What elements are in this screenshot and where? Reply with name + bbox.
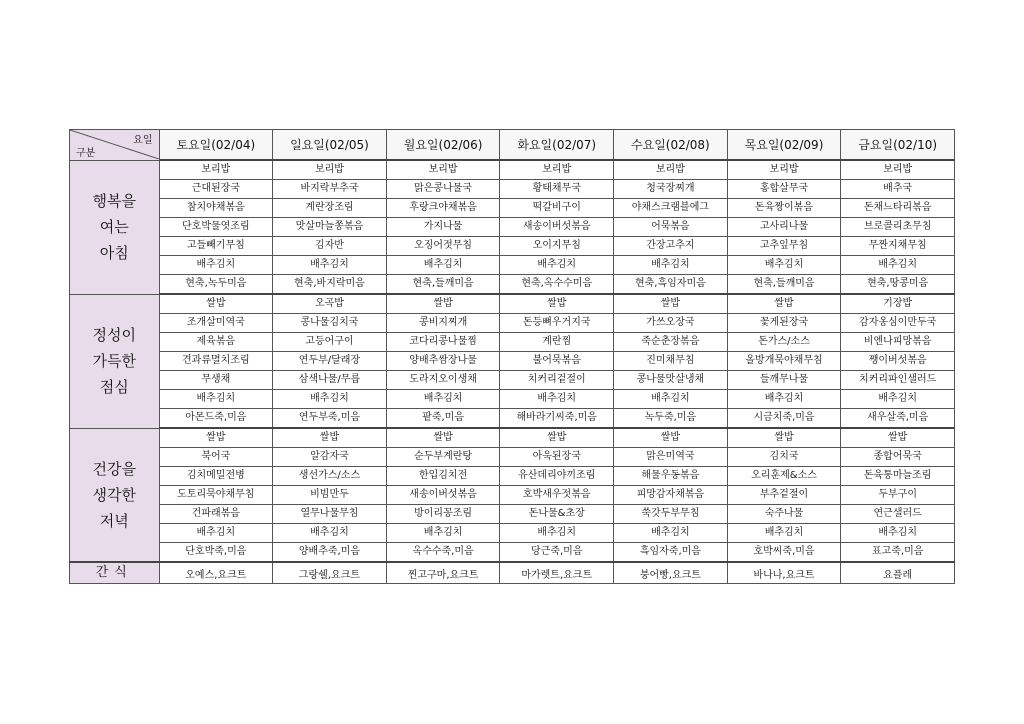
menu-item: 쌀밥 xyxy=(614,294,728,314)
menu-item: 보리밥 xyxy=(159,160,273,180)
menu-item: 청국장찌개 xyxy=(614,180,728,199)
menu-item: 배추김치 xyxy=(159,256,273,275)
porridge-item: 팥죽,미음 xyxy=(386,409,500,429)
menu-item: 쑥갓두부무침 xyxy=(614,505,728,524)
menu-item: 어묵볶음 xyxy=(614,218,728,237)
day-header: 수요일(02/08) xyxy=(614,130,728,161)
porridge-item: 시금치죽,미음 xyxy=(727,409,841,429)
dinner-row xyxy=(70,428,955,448)
menu-item: 보리밥 xyxy=(841,160,955,180)
porridge-item: 호박씨죽,미음 xyxy=(727,543,841,563)
menu-item: 김치메밀전병 xyxy=(159,467,273,486)
breakfast-row xyxy=(70,237,955,256)
day-header: 목요일(02/09) xyxy=(727,130,841,161)
menu-item: 떡갈비구이 xyxy=(500,199,614,218)
menu-item: 감자옹심이만두국 xyxy=(841,314,955,333)
dinner-row xyxy=(70,524,955,543)
porridge-item: 현축,흑임자미음 xyxy=(614,275,728,295)
menu-item: 홍합살무국 xyxy=(727,180,841,199)
menu-item: 기장밥 xyxy=(841,294,955,314)
menu-item: 새송이버섯볶음 xyxy=(500,218,614,237)
menu-item: 배추김치 xyxy=(841,524,955,543)
menu-item: 배추김치 xyxy=(386,390,500,409)
menu-item: 배추김치 xyxy=(159,524,273,543)
lunch-row xyxy=(70,333,955,352)
menu-item: 해물우동볶음 xyxy=(614,467,728,486)
menu-item: 배추김치 xyxy=(727,524,841,543)
menu-item: 돈가스/소스 xyxy=(727,333,841,352)
menu-item: 양배추쌈장나물 xyxy=(386,352,500,371)
menu-item: 쌀밥 xyxy=(159,428,273,448)
menu-item: 새송이버섯볶음 xyxy=(386,486,500,505)
menu-item: 바지락부추국 xyxy=(273,180,387,199)
lunch-label: 정성이 가득한 점심 xyxy=(70,294,160,428)
menu-item: 치커리겉절이 xyxy=(500,371,614,390)
menu-item: 황태채무국 xyxy=(500,180,614,199)
lunch-porridge-row xyxy=(70,409,955,429)
menu-item: 김치국 xyxy=(727,448,841,467)
menu-item: 쌀밥 xyxy=(273,428,387,448)
menu-item: 도토리묵야채무침 xyxy=(159,486,273,505)
dinner-row xyxy=(70,486,955,505)
menu-item: 콩나물김치국 xyxy=(273,314,387,333)
porridge-item: 양배추죽,미음 xyxy=(273,543,387,563)
menu-item: 열무나물무침 xyxy=(273,505,387,524)
menu-item: 북어국 xyxy=(159,448,273,467)
menu-item: 진미채무침 xyxy=(614,352,728,371)
menu-item: 부추겉절이 xyxy=(727,486,841,505)
menu-item: 배추김치 xyxy=(614,524,728,543)
menu-item: 비엔나피망볶음 xyxy=(841,333,955,352)
menu-item: 도라지오이생채 xyxy=(386,371,500,390)
menu-item: 계란찜 xyxy=(500,333,614,352)
menu-item: 삼색나물/무릅 xyxy=(273,371,387,390)
menu-item: 알감자국 xyxy=(273,448,387,467)
breakfast-porridge-row xyxy=(70,275,955,295)
menu-item: 배추김치 xyxy=(386,524,500,543)
menu-item: 무생채 xyxy=(159,371,273,390)
menu-item: 꽃게된장국 xyxy=(727,314,841,333)
menu-item: 맛살마늘쫑볶음 xyxy=(273,218,387,237)
menu-item: 치커리파인샐러드 xyxy=(841,371,955,390)
snack-row xyxy=(70,562,955,584)
day-header: 화요일(02/07) xyxy=(500,130,614,161)
menu-item: 배추김치 xyxy=(273,524,387,543)
menu-item: 두부구이 xyxy=(841,486,955,505)
menu-item: 쌀밥 xyxy=(841,428,955,448)
menu-item: 배추김치 xyxy=(500,256,614,275)
dinner-row xyxy=(70,505,955,524)
menu-item: 쌀밥 xyxy=(500,428,614,448)
menu-item: 종합어묵국 xyxy=(841,448,955,467)
porridge-item: 현축,들깨미음 xyxy=(386,275,500,295)
snack-item: 찐고구마,요크트 xyxy=(386,562,500,584)
menu-item: 숙주나물 xyxy=(727,505,841,524)
menu-item: 쌀밥 xyxy=(159,294,273,314)
header-row xyxy=(70,130,955,161)
menu-item: 죽순춘장볶음 xyxy=(614,333,728,352)
menu-item: 방이리꽁조림 xyxy=(386,505,500,524)
snack-item: 요플레 xyxy=(841,562,955,584)
menu-item: 무짠지채무침 xyxy=(841,237,955,256)
breakfast-row xyxy=(70,218,955,237)
menu-item: 비빔만두 xyxy=(273,486,387,505)
corner-category-label: 구분 xyxy=(76,147,96,159)
menu-item: 근대된장국 xyxy=(159,180,273,199)
menu-item: 오곡밥 xyxy=(273,294,387,314)
porridge-item: 현축,옥수수미음 xyxy=(500,275,614,295)
porridge-item: 당근죽,미음 xyxy=(500,543,614,563)
menu-item: 돈육짱이볶음 xyxy=(727,199,841,218)
lunch-row xyxy=(70,314,955,333)
menu-item: 고들빼기무침 xyxy=(159,237,273,256)
menu-item: 배추국 xyxy=(841,180,955,199)
menu-item: 배추김치 xyxy=(614,390,728,409)
dinner-row xyxy=(70,467,955,486)
menu-item: 피망감자채볶음 xyxy=(614,486,728,505)
corner-cell xyxy=(70,130,160,161)
dinner-label: 건강을 생각한 저녁 xyxy=(70,428,160,562)
breakfast-row xyxy=(70,160,955,180)
menu-item: 배추김치 xyxy=(273,390,387,409)
menu-item: 가지나물 xyxy=(386,218,500,237)
menu-item: 쌀밥 xyxy=(727,428,841,448)
dinner-porridge-row xyxy=(70,543,955,563)
menu-item: 배추김치 xyxy=(727,256,841,275)
breakfast-label: 행복을 여는 아침 xyxy=(70,160,160,294)
snack-label: 간식 xyxy=(70,562,160,584)
menu-item: 불어묵볶음 xyxy=(500,352,614,371)
menu-item: 보리밥 xyxy=(727,160,841,180)
porridge-item: 새우살죽,미음 xyxy=(841,409,955,429)
menu-item: 쌀밥 xyxy=(386,294,500,314)
menu-item: 고사리나물 xyxy=(727,218,841,237)
weekly-menu-table xyxy=(69,129,955,584)
menu-item: 간장고추지 xyxy=(614,237,728,256)
menu-item: 가쓰오장국 xyxy=(614,314,728,333)
menu-item: 견과류멸치조림 xyxy=(159,352,273,371)
menu-item: 아욱된장국 xyxy=(500,448,614,467)
menu-item: 배추김치 xyxy=(841,390,955,409)
corner-day-label: 요일 xyxy=(133,135,153,146)
snack-item: 마가렛트,요크트 xyxy=(500,562,614,584)
snack-item: 바나나,요크트 xyxy=(727,562,841,584)
day-header: 토요일(02/04) xyxy=(159,130,273,161)
menu-item: 보리밥 xyxy=(386,160,500,180)
menu-item: 올방개묵야채무침 xyxy=(727,352,841,371)
lunch-row xyxy=(70,390,955,409)
porridge-item: 옥수수죽,미음 xyxy=(386,543,500,563)
menu-item: 오이지무침 xyxy=(500,237,614,256)
menu-item: 보리밥 xyxy=(500,160,614,180)
menu-item: 돈육통마늘조림 xyxy=(841,467,955,486)
porridge-item: 현축,녹두미음 xyxy=(159,275,273,295)
day-header: 일요일(02/05) xyxy=(273,130,387,161)
menu-item: 맑은콩나물국 xyxy=(386,180,500,199)
menu-item: 건파래볶음 xyxy=(159,505,273,524)
menu-item: 제육볶음 xyxy=(159,333,273,352)
menu-item: 순두부계란탕 xyxy=(386,448,500,467)
menu-item: 후랑크야채볶음 xyxy=(386,199,500,218)
menu-item: 연근샐러드 xyxy=(841,505,955,524)
menu-item: 쌀밥 xyxy=(500,294,614,314)
menu-item: 유산데리야끼조림 xyxy=(500,467,614,486)
menu-item: 오리훈제&소스 xyxy=(727,467,841,486)
menu-item: 콩비지찌개 xyxy=(386,314,500,333)
day-header: 금요일(02/10) xyxy=(841,130,955,161)
menu-item: 들깨무나물 xyxy=(727,371,841,390)
porridge-item: 현축,들깨미음 xyxy=(727,275,841,295)
menu-item: 배추김치 xyxy=(386,256,500,275)
lunch-row xyxy=(70,352,955,371)
breakfast-row xyxy=(70,256,955,275)
menu-item: 조개살미역국 xyxy=(159,314,273,333)
lunch-row xyxy=(70,294,955,314)
menu-item: 쌀밥 xyxy=(614,428,728,448)
menu-item: 돈등뼈우거지국 xyxy=(500,314,614,333)
menu-item: 돈나물&초장 xyxy=(500,505,614,524)
breakfast-row xyxy=(70,180,955,199)
menu-item: 야채스크램블에그 xyxy=(614,199,728,218)
porridge-item: 해바라기씨죽,미음 xyxy=(500,409,614,429)
porridge-item: 녹두죽,미음 xyxy=(614,409,728,429)
menu-item: 고등어구이 xyxy=(273,333,387,352)
menu-item: 한입김치전 xyxy=(386,467,500,486)
menu-item: 맑은미역국 xyxy=(614,448,728,467)
menu-item: 단호박물엿조림 xyxy=(159,218,273,237)
menu-item: 참치야채볶음 xyxy=(159,199,273,218)
snack-item: 붕어빵,요크트 xyxy=(614,562,728,584)
lunch-row xyxy=(70,371,955,390)
breakfast-row xyxy=(70,199,955,218)
menu-item: 쌀밥 xyxy=(727,294,841,314)
menu-item: 코다리콩나물찜 xyxy=(386,333,500,352)
dinner-row xyxy=(70,448,955,467)
porridge-item: 흑임자죽,미음 xyxy=(614,543,728,563)
porridge-item: 현축,땅콩미음 xyxy=(841,275,955,295)
menu-item: 배추김치 xyxy=(841,256,955,275)
menu-item: 보리밥 xyxy=(614,160,728,180)
snack-item: 오예스,요크트 xyxy=(159,562,273,584)
menu-item: 호박새우젓볶음 xyxy=(500,486,614,505)
menu-item: 계란장조림 xyxy=(273,199,387,218)
menu-item: 보리밥 xyxy=(273,160,387,180)
menu-item: 김자반 xyxy=(273,237,387,256)
porridge-item: 단호박죽,미음 xyxy=(159,543,273,563)
menu-item: 고추잎무침 xyxy=(727,237,841,256)
porridge-item: 연두부죽,미음 xyxy=(273,409,387,429)
menu-item: 생선가스/소스 xyxy=(273,467,387,486)
menu-item: 연두부/달래장 xyxy=(273,352,387,371)
menu-item: 콩나물맛살냉채 xyxy=(614,371,728,390)
menu-item: 배추김치 xyxy=(159,390,273,409)
menu-item: 오징어젓무침 xyxy=(386,237,500,256)
porridge-item: 표고죽,미음 xyxy=(841,543,955,563)
menu-item: 배추김치 xyxy=(500,524,614,543)
menu-item: 돈채느타리볶음 xyxy=(841,199,955,218)
menu-item: 배추김치 xyxy=(727,390,841,409)
snack-item: 그랑쉘,요크트 xyxy=(273,562,387,584)
day-header: 월요일(02/06) xyxy=(386,130,500,161)
menu-item: 브로콜리초무침 xyxy=(841,218,955,237)
porridge-item: 아몬드죽,미음 xyxy=(159,409,273,429)
menu-item: 쌀밥 xyxy=(386,428,500,448)
porridge-item: 현축,바지락미음 xyxy=(273,275,387,295)
menu-item: 배추김치 xyxy=(273,256,387,275)
menu-item: 배추김치 xyxy=(500,390,614,409)
menu-item: 쨍이버섯볶음 xyxy=(841,352,955,371)
menu-item: 배추김치 xyxy=(614,256,728,275)
